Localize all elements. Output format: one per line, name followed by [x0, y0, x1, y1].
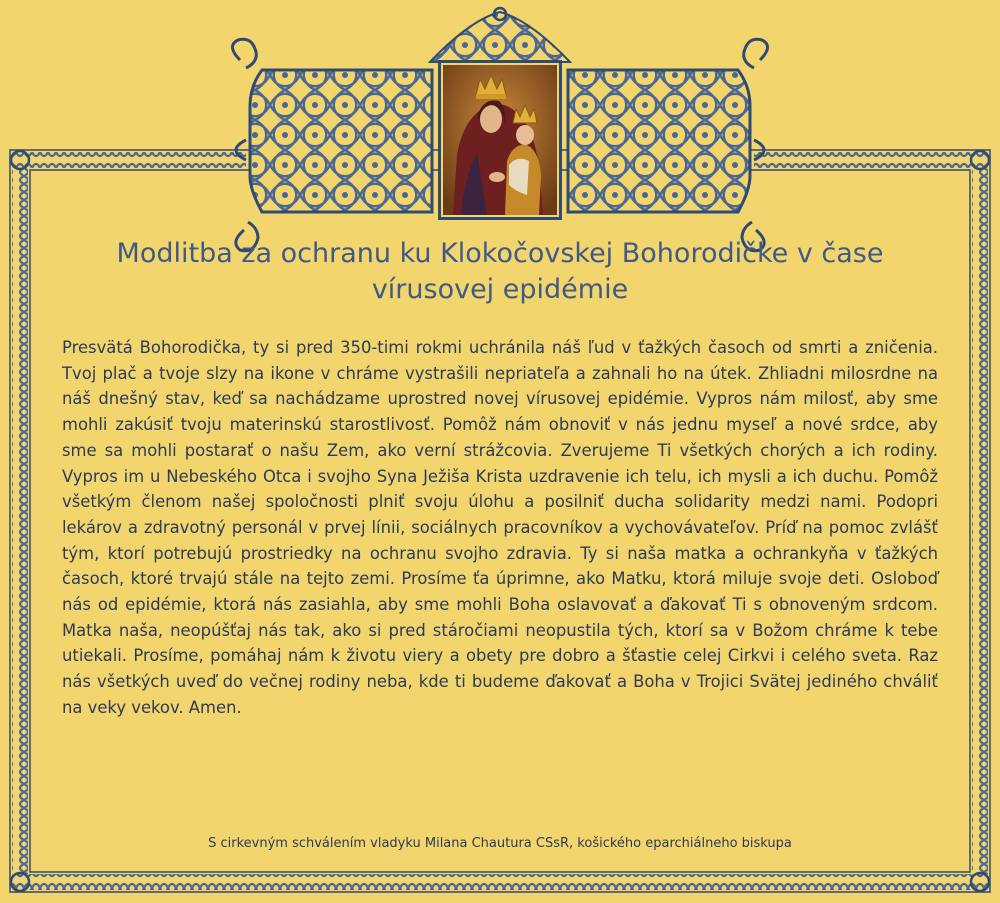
madonna-and-child-icon	[443, 65, 557, 215]
prayer-text: Presvätá Bohorodička, ty si pred 350-timi rokmi uchránila náš ľud v ťažkých časoch od smrti a zničenia. Tvoj plač a tvoje slzy na ikone v chráme vystrašili nepriateľa a zahnali ho na útek. Zhliadni milosrdne na náš dnešný stav, keď sa nachádzame uprostred novej vírusovej epidémie. Vypros nám milosť, aby sme mohli zakúsiť tvoju materinskú starostlivosť. Pomôž nám obnoviť v nás jednu myseľ a nové srdce, aby sme sa mohli postarať o našu Zem, ako verní strážcovia. Zverujeme Ti všetkých chorých a ich rodiny. Vypros im u Nebeského Otca i svojho Syna Ježiša Krista uzdravenie ich telu, ich mysli a ich duchu. Pomôž všetkým členom našej spoločnosti plniť svoju úlohu a posilniť ducha solidarity medzi nami. Podopri lekárov a zdravotný personál v prvej línii, sociálnych pracovníkov a vychovávateľov. Príď na pomoc zvlášť tým, ktorí potrebujú prostriedky na ochranu svojho zdravia. Ty si naša matka a ochrankyňa v ťažkých časoch, ktoré trvajú stále na tejto zemi. Prosíme ťa úprimne, ako Matku, ktorá miluje svoje deti. Osloboď nás od epidémie, ktorá nás zasiahla, aby sme mohli Boha oslavovať a ďakovať Ti s obnoveným srdcom. Matka naša, neopúšťaj nás tak, ako si pred stáročiami neopustila tých, ktorí sa v Božom chráme k tebe utiekali. Prosíme, pomáhaj nám k životu viery a obety pre dobro a šťastie celej Cirkvi i celého sveta. Raz nás všetkých uveď do večnej rodiny neba, kde ti budeme ďakovať a Boha v Trojici Svätej jediného chváliť na veky vekov. Amen.	[62, 338, 938, 717]
approval-note: S cirkevným schválením vladyku Milana Chautura CSsR, košického eparchiálneho biskupa	[208, 836, 792, 851]
title-line-1: Modlitba za ochranu ku Klokočovskej Bohorodičke v čase	[116, 238, 884, 269]
page-title	[60, 236, 940, 308]
title-line-2: vírusovej epidémie	[371, 274, 629, 305]
